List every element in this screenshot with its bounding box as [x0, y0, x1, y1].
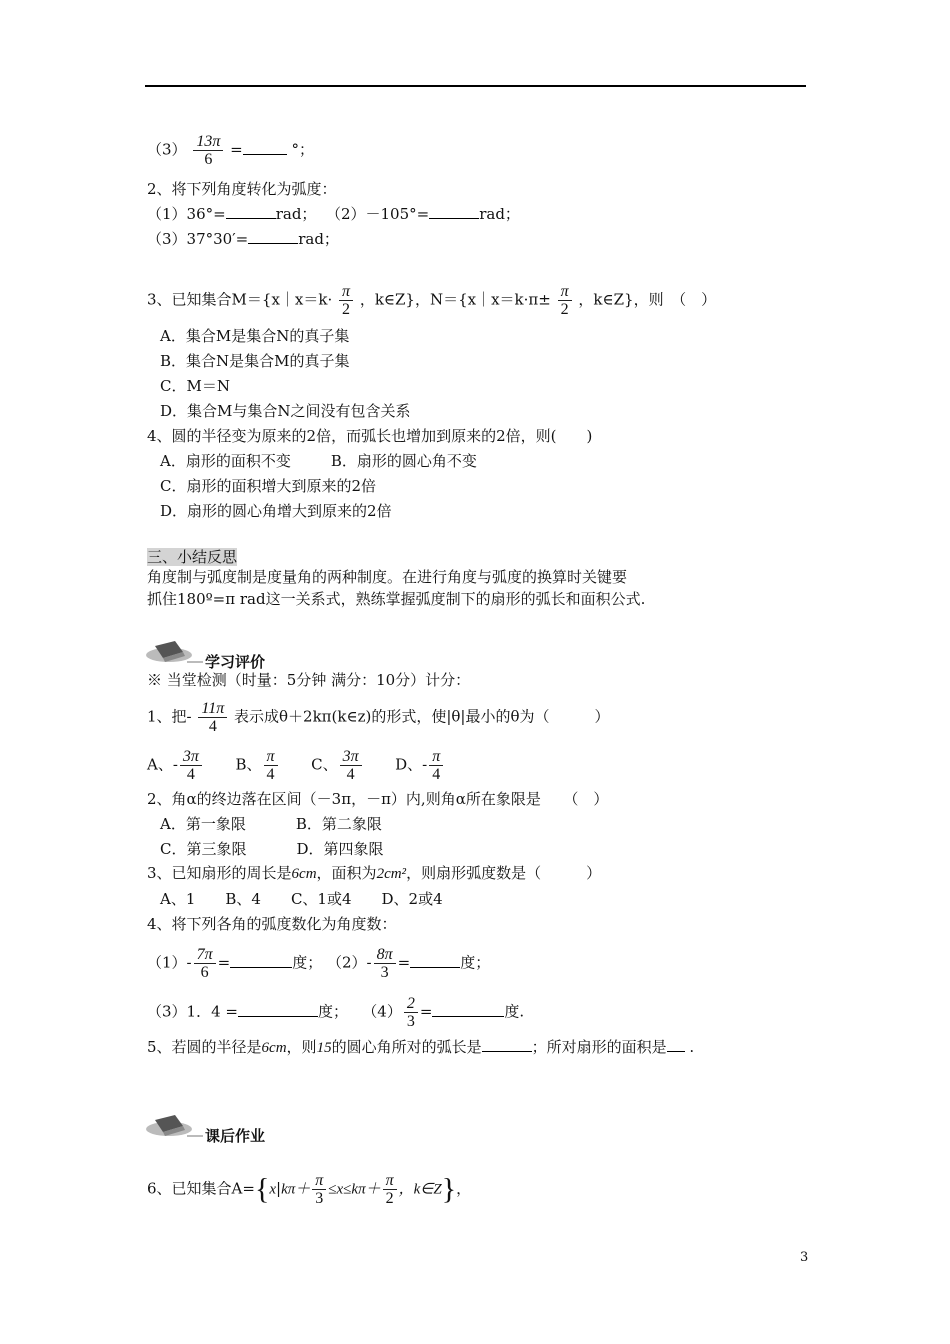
q2-line2: （3）37°30′= rad； — [147, 230, 339, 248]
fraction: $\frac{8\pi}{3}$ — [374, 946, 396, 981]
homework-section-title: 课后作业 — [205, 1127, 266, 1145]
eval-q4-line1: （1）- $\frac{7\pi}{6}$ = 度； （2）- $\frac{8\pi}{3}$ = 度； — [147, 946, 491, 981]
fraction: $\frac{3\pi}{4}$ — [180, 748, 202, 783]
eval-q2: 2、角α的终边落在区间（－3π，－π）内,则角α所在象限是 （ ） — [147, 790, 609, 808]
fraction: $\frac{\pi}{3}$ — [312, 1172, 326, 1207]
fraction: $\frac{3\pi}{4}$ — [340, 748, 362, 783]
eval-intro: ※ 当堂检测（时量：5分钟 满分：10分）计分： — [147, 671, 471, 689]
q2-line1: （1）36°= rad； （2）－105°= rad； — [147, 205, 520, 223]
header-rule — [145, 85, 806, 87]
q4-option-d: D．扇形的圆心角增大到原来的2倍 — [160, 502, 392, 520]
summary-line2: 抓住180º=π rad这一关系式，熟练掌握弧度制下的扇形的弧长和面积公式. — [147, 590, 646, 608]
fraction: $\frac{11\pi}{4}$ — [198, 700, 227, 735]
q3-stem: 3、已知集合M＝{x｜x＝k· $\frac{\pi}{2}$ ，k∈Z}，N＝{x｜x＝k·π± $\frac{\pi}{2}$ ，k∈Z}，则 （ ） — [147, 283, 717, 318]
q2-title: 2、将下列角度转化为弧度： — [147, 180, 337, 198]
fraction: $\frac{13\pi}{6}$ — [193, 133, 223, 168]
q4-options-ab: A．扇形的面积不变 B．扇形的圆心角不变 — [160, 452, 477, 470]
fraction: $\frac{\pi}{2}$ — [339, 283, 353, 318]
answer-blank[interactable] — [238, 1002, 318, 1017]
fraction: $\frac{\pi}{4}$ — [264, 748, 278, 783]
q4-option-c: C．扇形的面积增大到原来的2倍 — [160, 477, 377, 495]
answer-blank[interactable] — [410, 953, 460, 968]
q3-option-b: B．集合N是集合M的真子集 — [160, 352, 350, 370]
q3-option-d: D．集合M与集合N之间没有包含关系 — [160, 402, 411, 420]
summary-heading: 三、小结反思 — [147, 548, 238, 566]
eval-q4-title: 4、将下列各角的弧度数化为角度数： — [147, 915, 397, 933]
eval-q2-options-ab: A．第一象限 B．第二象限 — [160, 815, 382, 833]
eval-q5: 5、若圆的半径是6cm，则15的圆心角所对的弧长是 ；所对扇形的面积是 . — [147, 1038, 695, 1056]
answer-blank[interactable] — [432, 1002, 504, 1017]
homework-q6: 6、已知集合A={x|kπ＋ $\frac{\pi}{3}$ ≤x≤kπ＋ $\frac{\pi}{2}$ ，k∈Z}， — [147, 1172, 472, 1207]
fraction: $\frac{2}{3}$ — [404, 995, 418, 1030]
fraction: $\frac{\pi}{4}$ — [429, 748, 443, 783]
eval-q1-options: A、- $\frac{3\pi}{4}$ B、 $\frac{\pi}{4}$ C、 $\frac{3\pi}{4}$ D、- $\frac{\pi}{4}$ — [147, 748, 445, 783]
answer-blank[interactable] — [243, 140, 287, 155]
fraction: $\frac{\pi}{2}$ — [383, 1172, 397, 1207]
book-logo-icon — [145, 1112, 203, 1140]
eval-q3: 3、已知扇形的周长是6cm，面积为2cm²，则扇形弧度数是（ ） — [147, 864, 602, 882]
fraction: $\frac{\pi}{2}$ — [558, 283, 572, 318]
book-logo-icon — [145, 638, 203, 666]
q3-option-a: A．集合M是集合N的真子集 — [160, 327, 350, 345]
eval-q1: 1、把- $\frac{11\pi}{4}$ 表示成θ＋2kπ(k∈z)的形式，使|θ|最小的θ为（ ） — [147, 700, 610, 735]
eval-q3-options: A、1 B、4 C、1或4 D、2或4 — [160, 890, 443, 908]
eval-q4-line2: （3）1．4 = 度； （4） $\frac{2}{3}$ = 度. — [147, 995, 525, 1030]
summary-line1: 角度制与弧度制是度量角的两种制度。在进行角度与弧度的换算时关键要 — [147, 568, 628, 586]
answer-blank[interactable] — [248, 229, 298, 244]
answer-blank[interactable] — [482, 1037, 532, 1052]
q4-title: 4、圆的半径变为原来的2倍，而弧长也增加到原来的2倍，则( ) — [147, 427, 593, 445]
answer-blank[interactable] — [429, 204, 479, 219]
answer-blank[interactable] — [226, 204, 276, 219]
answer-blank[interactable] — [667, 1037, 685, 1052]
q3-option-c: C．M＝N — [160, 377, 230, 395]
page-number: 3 — [800, 1250, 809, 1265]
fraction: $\frac{7\pi}{6}$ — [194, 946, 216, 981]
answer-blank[interactable] — [230, 953, 292, 968]
eval-q2-options-cd: C．第三象限 D．第四象限 — [160, 840, 384, 858]
q3-item3: （3） $\frac{13\pi}{6}$ = °； — [147, 133, 314, 168]
eval-section-title: 学习评价 — [205, 653, 266, 671]
